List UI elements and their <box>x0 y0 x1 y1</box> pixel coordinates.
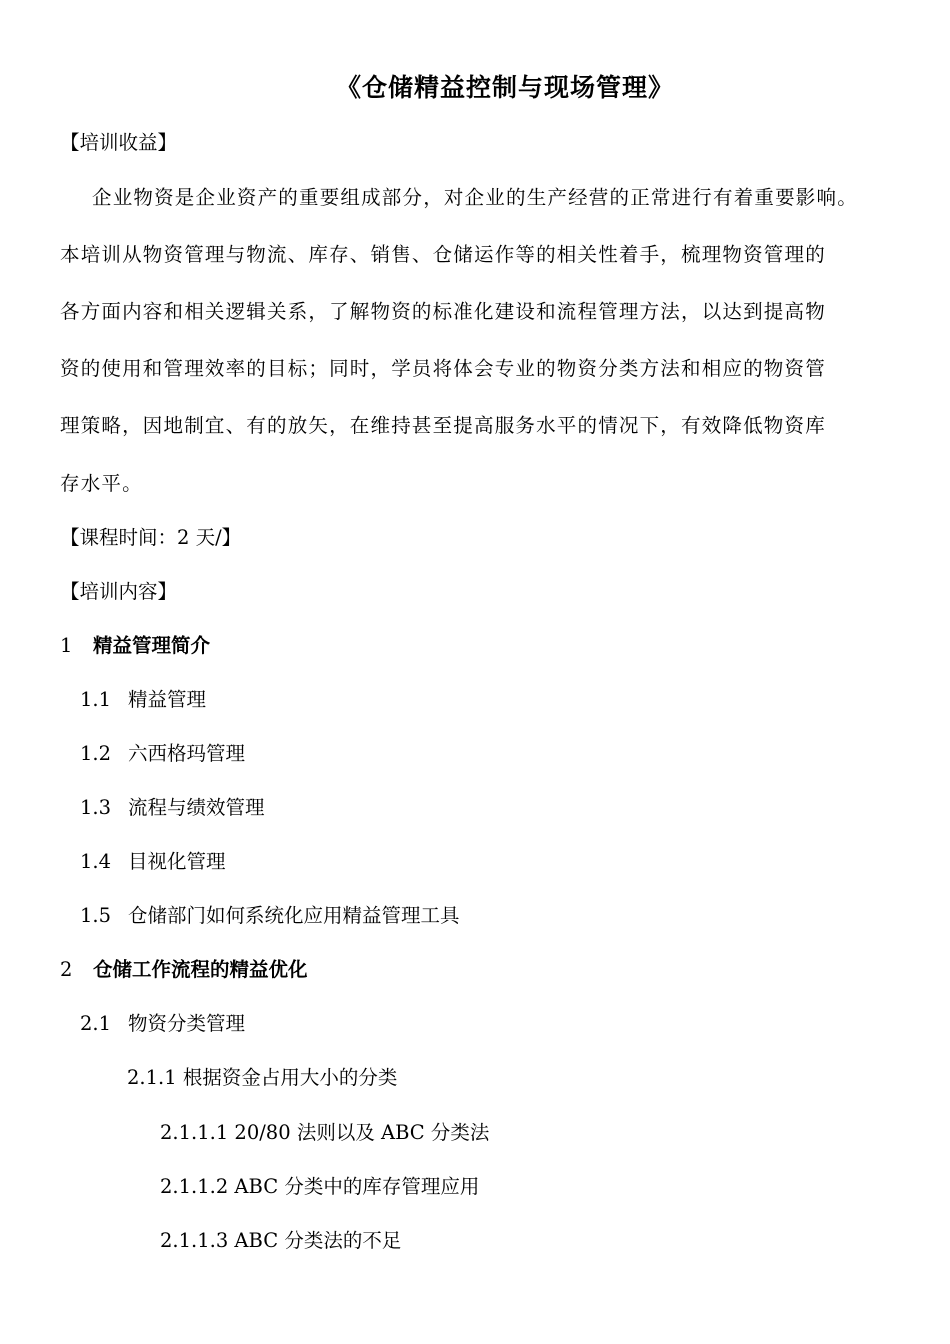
subsection-number: 1.4 <box>80 850 112 873</box>
section-title: 精益管理简介 <box>93 634 211 657</box>
subsection-item <box>80 794 265 822</box>
section-heading <box>60 956 308 984</box>
intro-line: 存水平。 <box>60 472 143 495</box>
subsection-item <box>80 740 245 768</box>
subsection-title: 流程与绩效管理 <box>128 796 265 819</box>
detail-item: 2.1.1.3 ABC 分类法的不足 <box>160 1229 402 1252</box>
subsection-item <box>80 686 206 714</box>
subsection-item <box>80 1010 245 1038</box>
subsection-title: 六西格玛管理 <box>128 742 246 765</box>
subsection-title: 精益管理 <box>128 688 207 711</box>
subsection-number: 1.3 <box>80 796 112 819</box>
subsection-title: 目视化管理 <box>128 850 226 873</box>
subsection-number: 2.1 <box>80 1012 112 1035</box>
section-number: 1 <box>60 634 73 657</box>
subsection-item <box>80 848 226 876</box>
subsection-title: 仓储部门如何系统化应用精益管理工具 <box>128 904 460 927</box>
intro-line: 企业物资是企业资产的重要组成部分，对企业的生产经营的正常进行有着重要影响。 <box>92 186 858 209</box>
subsection-number: 1.2 <box>80 742 112 765</box>
detail-item: 2.1.1.2 ABC 分类中的库存管理应用 <box>160 1175 480 1198</box>
detail-item: 2.1.1.1 20/80 法则以及 ABC 分类法 <box>160 1121 490 1144</box>
subsection-number: 1.5 <box>80 904 112 927</box>
section-title: 仓储工作流程的精益优化 <box>93 958 308 981</box>
intro-line: 理策略，因地制宜、有的放矢，在维持甚至提高服务水平的情况下，有效降低物资库 <box>60 414 826 437</box>
subsection-item <box>80 902 460 930</box>
sub-subsection-item: 2.1.1 根据资金占用大小的分类 <box>127 1066 398 1089</box>
benefits-heading: 【培训收益】 <box>60 131 178 154</box>
section-number: 2 <box>60 958 73 981</box>
intro-line: 各方面内容和相关逻辑关系，了解物资的标准化建设和流程管理方法，以达到提高物 <box>60 300 826 323</box>
section-heading <box>60 632 210 660</box>
intro-line: 资的使用和管理效率的目标；同时，学员将体会专业的物资分类方法和相应的物资管 <box>60 357 826 380</box>
subsection-number: 1.1 <box>80 688 112 711</box>
intro-line: 本培训从物资管理与物流、库存、销售、仓储运作等的相关性着手，梳理物资管理的 <box>60 243 826 266</box>
document-title: 《仓储精益控制与现场管理》 <box>335 73 674 102</box>
course-duration: 【课程时间：2 天/】 <box>60 526 242 549</box>
subsection-title: 物资分类管理 <box>128 1012 246 1035</box>
content-heading: 【培训内容】 <box>60 580 178 603</box>
